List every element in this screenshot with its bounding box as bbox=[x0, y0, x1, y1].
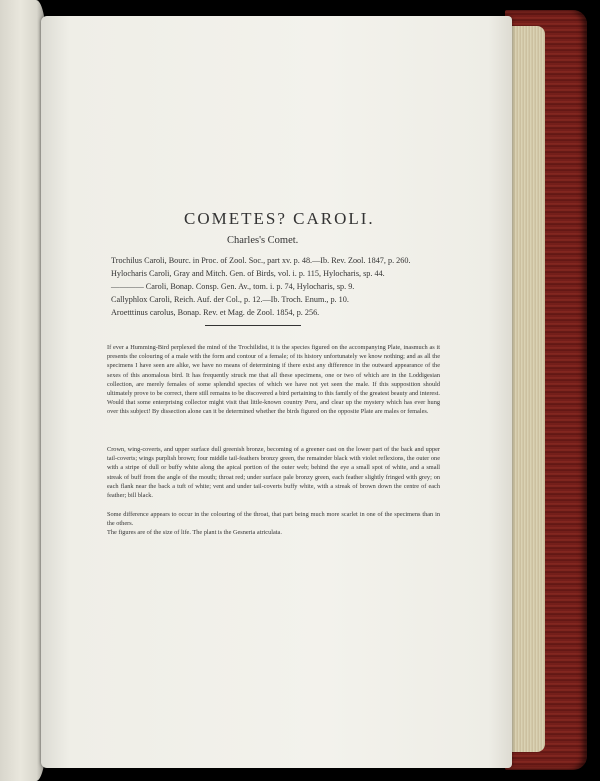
reference-line: Trochilus Caroli, Bourc. in Proc. of Zool. Soc., part xv. p. 48.—Ib. Rev. Zool. 1847, p. 260. bbox=[111, 256, 411, 265]
left-page-edge bbox=[0, 0, 46, 781]
reference-line: Aroetttinus carolus, Bonap. Rev. et Mag. de Zool. 1854, p. 256. bbox=[111, 308, 320, 317]
reference-line: ———— Caroli, Bonap. Consp. Gen. Av., tom. i. p. 74, Hylocharis, sp. 9. bbox=[111, 282, 355, 291]
reference-line: Hylocharis Caroli, Gray and Mitch. Gen. of Birds, vol. i. p. 115, Hylocharis, sp. 44. bbox=[111, 269, 385, 278]
page-subtitle: Charles's Comet. bbox=[227, 235, 299, 246]
figure-note: The figures are of the size of life. The plant is the Gesneria atriculata. bbox=[107, 529, 282, 536]
note-paragraph: Some difference appears to occur in the colouring of the throat, that part being much more scarlet in one of the specimens than in the others. bbox=[107, 511, 440, 528]
body-paragraph: If ever a Humming-Bird perplexed the mind of the Trochilidist, it is the species figured on the accompanying Plate, inasmuch as it presents the colouring of a male with the form and contour of a female; of its history unfortunately we know nothing; and as all the specimens I have seen are alike, we have no means of determining if there exist any difference in the outward appearance of the sexes of this anomalous bird. It has frequently struck me that all these specimens, one or two of which are in the Loddigesian collection, are merely females of some splendid species of which we have not yet seen the male. If this supposition should ultimately prove to be correct, there still remains to be discovered a bird pertaining to this family of the greatest beauty and interest. Would that some enterprising collector might visit that little-known country Peru, and clear up the mystery which has ever hung over this subject! By dissection alone can it be determined whether the birds figured on the opposite Plate are males or females. bbox=[107, 344, 440, 416]
divider-rule bbox=[205, 325, 301, 326]
description-paragraph: Crown, wing-coverts, and upper surface dull greenish bronze, becoming of a greener cast on the lower part of the back and upper tail-coverts; wings purplish brown; four middle tail-feathers bronzy green, the remainder black with violet reflexions, the outer one with a stripe of dull or buffy white along the apical portion of the outer web; behind the eye a small spot of white, and a small streak of buff from the angle of the mouth; throat red; under surface pale bronzy green, each feather slightly fringed with grey; on each flank near the back a tuft of white; vent and under tail-coverts buffy white, with a streak of brown down the centre of each feather; bill black. bbox=[107, 446, 440, 500]
reference-line: Callyphlox Caroli, Reich. Auf. der Col., p. 12.—Ib. Troch. Enum., p. 10. bbox=[111, 295, 349, 304]
page-title: COMETES? CAROLI. bbox=[184, 209, 375, 228]
